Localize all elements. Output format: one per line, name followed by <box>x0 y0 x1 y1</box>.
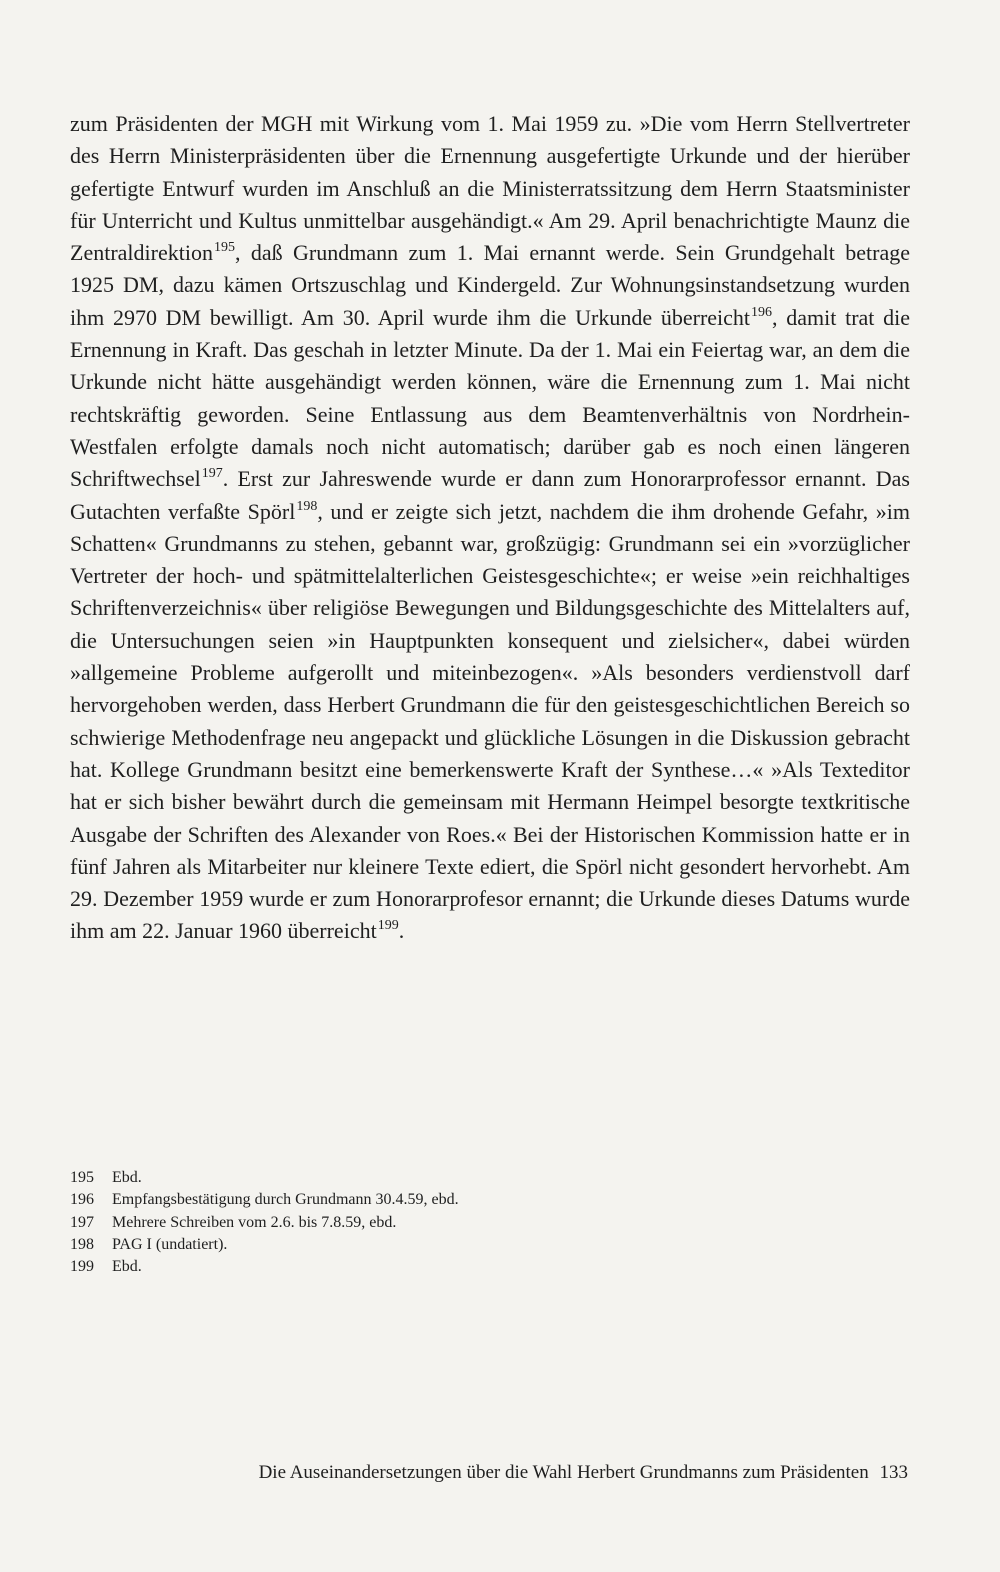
footnote-198 <box>70 1234 910 1256</box>
footnote-text: Ebd. <box>112 1258 142 1276</box>
footnotes-block <box>70 1167 910 1278</box>
body-text-segment: , daß Grundmann zum 1. Mai ernannt werde. Sein Grundgehalt betrage 1925 DM, dazu kämen Ortszuschlag und Kindergeld. Zur Wohnungsinstandsetzung wurden ihm 2970 DM bewilligt. Am 30. April wurde ihm die Urkunde überreicht <box>70 240 910 330</box>
body-text-segment: , und er zeigte sich jetzt, nachdem die ihm drohende Gefahr, »im Schatten« Grundmanns zu stehen, gebannt war, großzügig: Grundmann sei ein »vorzüglicher Vertreter der hoch- und spätmittelalterlichen Geistesgeschichte«; er weise »ein reichhaltiges Schriftenverzeichnis« über religiöse Bewegungen und Bildungsgeschichte des Mittelalters auf, die Untersuchungen seien »in Hauptpunkten konsequent und zielsicher«, dabei würden »allgemeine Probleme aufgerollt und miteinbezogen«. »Als besonders verdienstvoll darf hervorgehoben werden, dass Herbert Grundmann die für den geistesgeschichtlichen Bereich so schwierige Methodenfrage neu angepackt und glückliche Lösungen in die Diskussion gebracht hat. Kollege Grundmann besitzt eine bemerkenswerte Kraft der Synthese…« »Als Texteditor hat er sich bisher bewährt durch die gemeinsam mit Hermann Heimpel besorgte textkritische Ausgabe der Schriften des Alexander von Roes.« Bei der Historischen Kommission hatte er in fünf Jahren als Mitarbeiter nur kleinere Texte ediert, die Spörl nicht gesondert hervorhebt. Am 29. Dezember 1959 wurde er zum Honorarprofesor ernannt; die Urkunde dieses Datums wurde ihm am 22. Januar 1960 überreicht <box>70 498 910 944</box>
main-text-block <box>70 108 910 948</box>
footnote-ref-196[interactable]: 196 <box>751 304 773 320</box>
footnote-text: Ebd. <box>112 1169 142 1186</box>
footnote-number: 198 <box>70 1235 94 1253</box>
footnote-196 <box>70 1189 910 1211</box>
body-text-segment: zum Präsidenten der MGH mit Wirkung vom 1. Mai 1959 zu. »Die vom Herrn Stellvertreter des Herrn Ministerpräsidenten über die Ernennung ausgefertigte Urkunde und der hierüber gefertigte Entwurf wurden im Anschluß an die Ministerratssitzung dem Herrn Staatsminister für Unterricht und Kultus unmittelbar ausgehändigt.« Am 29. April benachrichtigte Maunz die Zentraldirektion <box>70 111 910 266</box>
footnote-197 <box>70 1212 910 1234</box>
footnote-195 <box>70 1167 910 1189</box>
footnote-ref-198[interactable]: 198 <box>296 498 318 514</box>
footnote-ref-195[interactable]: 195 <box>213 240 235 256</box>
footnote-text: PAG I (undatiert). <box>112 1235 228 1253</box>
footnote-number: 197 <box>70 1213 94 1231</box>
page-number: 133 <box>879 1462 908 1483</box>
footnote-text: Mehrere Schreiben vom 2.6. bis 7.8.59, ebd. <box>112 1213 397 1231</box>
running-title: Die Auseinandersetzungen über die Wahl Herbert Grundmanns zum Präsidenten <box>258 1462 869 1483</box>
body-text-segment: , damit trat die Ernennung in Kraft. Das geschah in letzter Minute. Da der 1. Mai ein Feiertag war, an dem die Urkunde nicht hätte ausgehändigt werden können, wäre die Ernennung zum 1. Mai nicht rechtskräftig geworden. Seine Entlassung aus dem Beamtenverhältnis von Nordrhein-Westfalen erfolgte damals noch nicht automatisch; darüber gab es noch einen längeren Schriftwechsel <box>70 304 910 492</box>
footnote-ref-199[interactable]: 199 <box>377 918 399 934</box>
footnote-number: 195 <box>70 1169 94 1186</box>
footnote-number: 199 <box>70 1258 94 1276</box>
body-text-segment: . Erst zur Jahreswende wurde er dann zum Honorarprofessor ernannt. Das Gutachten verfaßte Spörl <box>70 466 910 524</box>
footnote-199 <box>70 1256 910 1278</box>
body-paragraph <box>70 108 910 948</box>
running-footer <box>259 1462 908 1484</box>
footnote-text: Empfangsbestätigung durch Grundmann 30.4.59, ebd. <box>112 1191 459 1209</box>
footnote-ref-197[interactable]: 197 <box>201 466 223 482</box>
body-text-segment: . <box>398 918 405 944</box>
footnote-number: 196 <box>70 1191 94 1209</box>
